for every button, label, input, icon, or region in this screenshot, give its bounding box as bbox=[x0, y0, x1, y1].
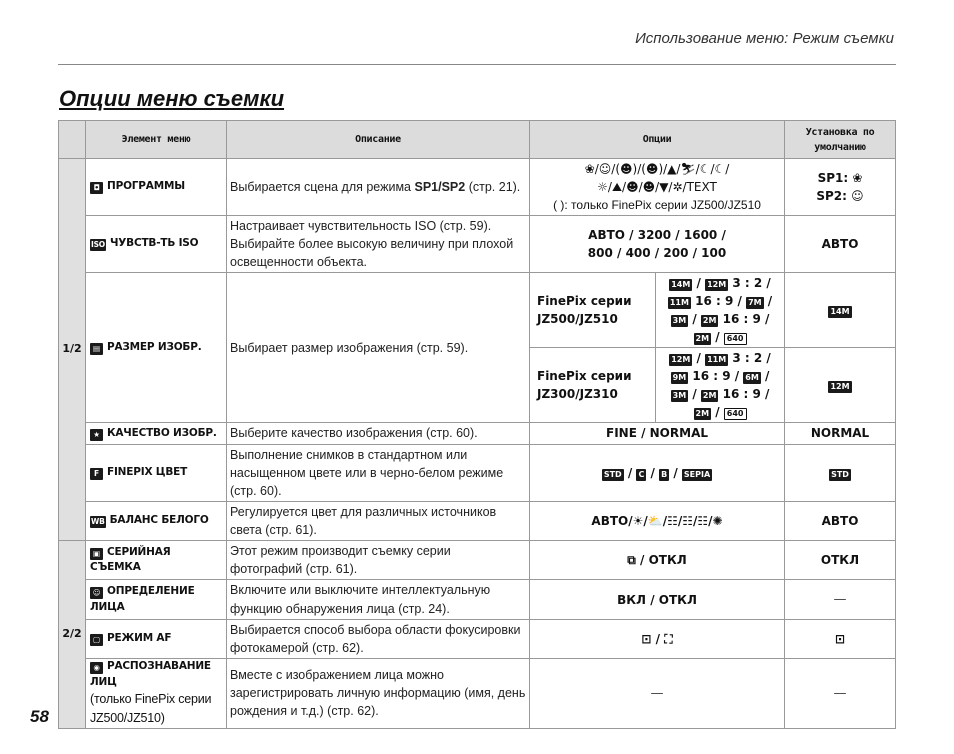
running-header: Использование меню: Режим съемки bbox=[635, 30, 894, 47]
size-chip: 9M bbox=[672, 373, 687, 383]
menu-item-label: БАЛАНС БЕЛОГО bbox=[109, 514, 209, 527]
description-cell: Выбирается способ выбора области фокусировки фотокамерой (стр. 62). bbox=[227, 619, 530, 658]
table-row bbox=[59, 658, 896, 728]
size-chip: 2M bbox=[702, 391, 717, 401]
color-bw-icon: B bbox=[661, 469, 668, 479]
flower-icon: ❀ bbox=[852, 171, 863, 185]
description-cell bbox=[227, 159, 530, 216]
color-sepia-icon: SEPIA bbox=[683, 469, 711, 479]
options-cell: ⊡ / ⛶ bbox=[530, 619, 785, 658]
size-chip: 12M bbox=[707, 280, 727, 290]
page-title: Опции меню съемки bbox=[59, 86, 285, 111]
menu-item-label: РЕЖИМ AF bbox=[107, 631, 172, 644]
menu-item-face-recognition bbox=[86, 658, 227, 728]
default-cell bbox=[785, 273, 896, 348]
description-cell: Включите или выключите интеллектуальную функцию обнаружения лица (стр. 24). bbox=[227, 580, 530, 619]
desc-text: (стр. 21). bbox=[465, 179, 521, 194]
menu-item-note: (только FinePix серии JZ500/JZ510) bbox=[90, 692, 212, 726]
size-chip: 12M bbox=[671, 355, 691, 365]
burst-icon: ▣ bbox=[90, 548, 103, 560]
aspect-ratio: 16 : 9 bbox=[692, 369, 731, 384]
menu-item-label: СЕРИЙНАЯ СЪЕМКА bbox=[90, 545, 171, 574]
menu-item-finepix-color bbox=[86, 444, 227, 501]
size-chip: 3M bbox=[672, 391, 687, 401]
table-row bbox=[59, 541, 896, 580]
size-chip: 14M bbox=[671, 280, 691, 290]
iso-icon: ISO bbox=[91, 240, 105, 250]
default-cell: — bbox=[785, 580, 896, 619]
header-divider bbox=[58, 64, 896, 65]
default-cell: NORMAL bbox=[785, 423, 896, 444]
description-cell: Регулируется цвет для различных источников света (стр. 61). bbox=[227, 501, 530, 540]
color-chrome-icon: C bbox=[638, 469, 645, 479]
page-indicator: 1/2 bbox=[59, 159, 86, 541]
description-cell: Выполнение снимков в стандартном или насыщенном цвете или в черно-белом режиме (стр. 60). bbox=[227, 444, 530, 501]
portrait-icon: ☺ bbox=[851, 189, 864, 203]
menu-item-iso bbox=[86, 216, 227, 273]
default-cell: ОТКЛ bbox=[785, 541, 896, 580]
menu-item-quality bbox=[86, 423, 227, 444]
column-header-description: Описание bbox=[227, 121, 530, 159]
iso-options-line2: 800 / 400 / 200 / 100 bbox=[587, 246, 727, 261]
size-chip: 640 bbox=[724, 408, 747, 420]
desc-text: Выбирается сцена для режима bbox=[230, 179, 415, 194]
quality-icon: ★ bbox=[90, 429, 103, 441]
options-cell: ВКЛ / ОТКЛ bbox=[530, 580, 785, 619]
default-cell: АВТО bbox=[785, 216, 896, 273]
size-options-cell: 14M / 12M 3 : 2 / 11M 16 : 9 / 7M / 3M / 2M 16 : 9 / 2M / 640 bbox=[656, 273, 785, 348]
table-header-row bbox=[59, 121, 896, 159]
description-cell: Выберите качество изображения (стр. 60). bbox=[227, 423, 530, 444]
size-chip: 640 bbox=[724, 333, 747, 345]
page-number: 58 bbox=[30, 707, 49, 726]
options-note: ( ): только FinePix серии JZ500/JZ510 bbox=[553, 198, 761, 212]
table-row bbox=[59, 444, 896, 501]
size-chip: 3M bbox=[672, 316, 687, 326]
aspect-ratio: 3 : 2 bbox=[732, 351, 763, 366]
aspect-ratio: 16 : 9 bbox=[722, 312, 761, 327]
menu-item-label: FINEPIX ЦВЕТ bbox=[107, 465, 188, 478]
color-std-icon: STD bbox=[603, 469, 622, 479]
model-group-label: FinePix серии JZ500/JZ510 bbox=[530, 273, 656, 348]
size-chip: 12M bbox=[830, 382, 850, 392]
image-size-icon: ▤ bbox=[90, 343, 103, 355]
size-chip: 7M bbox=[748, 298, 762, 308]
default-cell bbox=[785, 444, 896, 501]
column-header-options: Опции bbox=[530, 121, 785, 159]
menu-item-burst bbox=[86, 541, 227, 580]
menu-item-label: ЧУВСТВ-ТЬ ISO bbox=[109, 237, 199, 250]
model-group-label: FinePix серии JZ300/JZ310 bbox=[530, 348, 656, 423]
table-row bbox=[59, 580, 896, 619]
size-chip: 2M bbox=[702, 316, 717, 326]
menu-item-white-balance bbox=[86, 501, 227, 540]
menu-item-label: РАЗМЕР ИЗОБР. bbox=[107, 341, 202, 353]
menu-item-label: ПРОГРАММЫ bbox=[107, 180, 185, 193]
size-options-cell: 12M / 11M 3 : 2 / 9M 16 : 9 / 6M / 3M / 2M 16 : 9 / 2M / 640 bbox=[656, 348, 785, 423]
menu-item-label: ОПРЕДЕЛЕНИЕ ЛИЦА bbox=[90, 584, 195, 613]
scene-icons-line1: ❀/☺/(☻)/(☻)/▲/⛷/☾/☾/ bbox=[584, 162, 730, 176]
scene-icons-line2: ☼/⛰/☻/☻/▼/✲/TEXT bbox=[597, 180, 717, 194]
face-detect-icon: ☺ bbox=[90, 587, 103, 599]
options-cell bbox=[530, 159, 785, 216]
options-cell: — bbox=[530, 658, 785, 728]
shooting-menu-table bbox=[58, 120, 896, 729]
column-header-default: Установка по умолчанию bbox=[785, 121, 896, 159]
options-cell: АВТО/☀/⛅/☷/☷/☷/✺ bbox=[530, 501, 785, 540]
camera-icon: ◘ bbox=[90, 182, 103, 194]
description-cell: Настраивает чувствительность ISO (стр. 59). Выбирайте более высокую величину при плохой освещенности объекта. bbox=[227, 216, 530, 273]
default-cell: — bbox=[785, 658, 896, 728]
options-cell bbox=[530, 216, 785, 273]
table-row bbox=[59, 159, 896, 216]
menu-item-image-size bbox=[86, 273, 227, 423]
default-cell bbox=[785, 159, 896, 216]
default-cell bbox=[785, 348, 896, 423]
description-cell: Вместе с изображением лица можно зарегистрировать личную информацию (имя, день рождения и т.д.) (стр. 62). bbox=[227, 658, 530, 728]
table-row bbox=[59, 216, 896, 273]
menu-item-face-detection bbox=[86, 580, 227, 619]
table-row bbox=[59, 619, 896, 658]
face-recognition-icon: ◉ bbox=[90, 662, 103, 674]
column-header-item: Элемент меню bbox=[86, 121, 227, 159]
menu-item-label: КАЧЕСТВО ИЗОБР. bbox=[107, 426, 217, 439]
aspect-ratio: 16 : 9 bbox=[722, 387, 761, 402]
table-row bbox=[59, 423, 896, 444]
size-chip: 2M bbox=[695, 334, 710, 344]
iso-options-line1: АВТО / 3200 / 1600 / bbox=[588, 228, 726, 243]
options-cell: ⧉ / ОТКЛ bbox=[530, 541, 785, 580]
white-balance-icon: WB bbox=[91, 517, 105, 527]
options-cell: STD / C / B / SEPIA bbox=[530, 444, 785, 501]
table-row bbox=[59, 273, 896, 348]
desc-bold: SP1/SP2 bbox=[414, 179, 466, 194]
description-cell: Этот режим производит съемку серии фотографий (стр. 61). bbox=[227, 541, 530, 580]
color-std-icon: STD bbox=[831, 469, 849, 479]
size-chip: 6M bbox=[745, 373, 759, 383]
size-chip: 11M bbox=[707, 355, 727, 365]
af-mode-icon: ▢ bbox=[90, 634, 103, 646]
aspect-ratio: 3 : 2 bbox=[732, 276, 763, 291]
size-chip: 11M bbox=[669, 298, 689, 308]
finepix-color-icon: F bbox=[90, 468, 103, 480]
size-chip: 14M bbox=[830, 307, 850, 317]
menu-item-programs bbox=[86, 159, 227, 216]
default-sp2-label: SP2: bbox=[816, 189, 847, 203]
page-indicator: 2/2 bbox=[59, 541, 86, 729]
size-chip: 2M bbox=[695, 409, 710, 419]
table-row bbox=[59, 501, 896, 540]
default-cell: ⊡ bbox=[785, 619, 896, 658]
options-cell: FINE / NORMAL bbox=[530, 423, 785, 444]
default-cell: АВТО bbox=[785, 501, 896, 540]
corner-cell bbox=[59, 121, 86, 159]
menu-item-af-mode bbox=[86, 619, 227, 658]
menu-item-label: РАСПОЗНАВАНИЕ ЛИЦ bbox=[90, 659, 211, 688]
default-sp1-label: SP1: bbox=[817, 171, 849, 185]
description-cell: Выбирает размер изображения (стр. 59). bbox=[227, 273, 530, 423]
aspect-ratio: 16 : 9 bbox=[695, 294, 734, 309]
